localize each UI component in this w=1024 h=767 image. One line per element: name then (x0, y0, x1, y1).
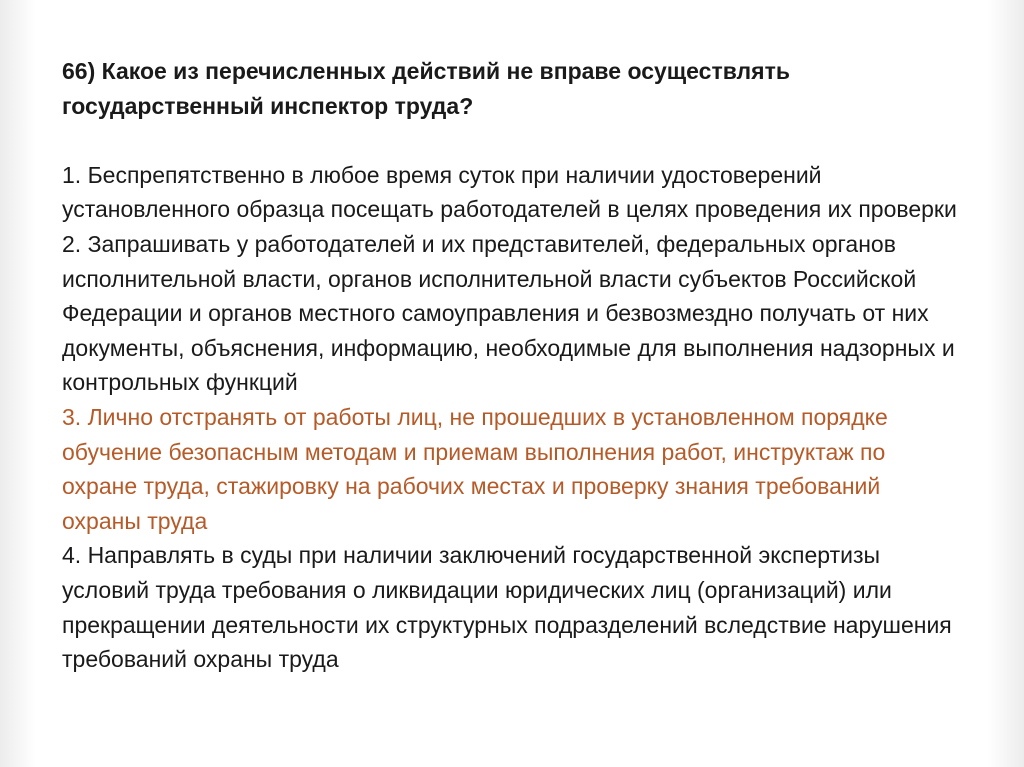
slide-content (62, 54, 962, 677)
answer-option-2: 2. Запрашивать у работодателей и их представителей, федеральных органов исполнительной власти, органов исполнительной власти субъектов Российской Федерации и органов местного самоуправления и безвозмездно получать от них документы, объяснения, информацию, необходимые для выполнения надзорных и контрольных функций (62, 230, 955, 396)
slide-left-shade (0, 0, 36, 767)
answer-option-4: 4. Направлять в суды при наличии заключений государственной экспертизы условий труда требования о ликвидации юридических лиц (организаций) или прекращении деятельности их структурных подразделений вследствие нарушения требований охраны труда (62, 542, 952, 673)
question-text: 66) Какое из перечисленных действий не вправе осуществлять государственный инспектор труда? (62, 58, 790, 119)
answer-option-1: 1. Беспрепятственно в любое время суток при наличии удостоверений установленного образца посещать работодателей в целях проведения их проверки (62, 161, 957, 223)
question-spacer (62, 123, 962, 158)
slide-right-shade (988, 0, 1024, 767)
answer-option-3-highlighted: 3. Лично отстранять от работы лиц, не прошедших в установленном порядке обучение безопасным методам и приемам выполнения работ, инструктаж по охране труда, стажировку на рабочих местах и проверку знания требований охраны труда (62, 403, 888, 534)
